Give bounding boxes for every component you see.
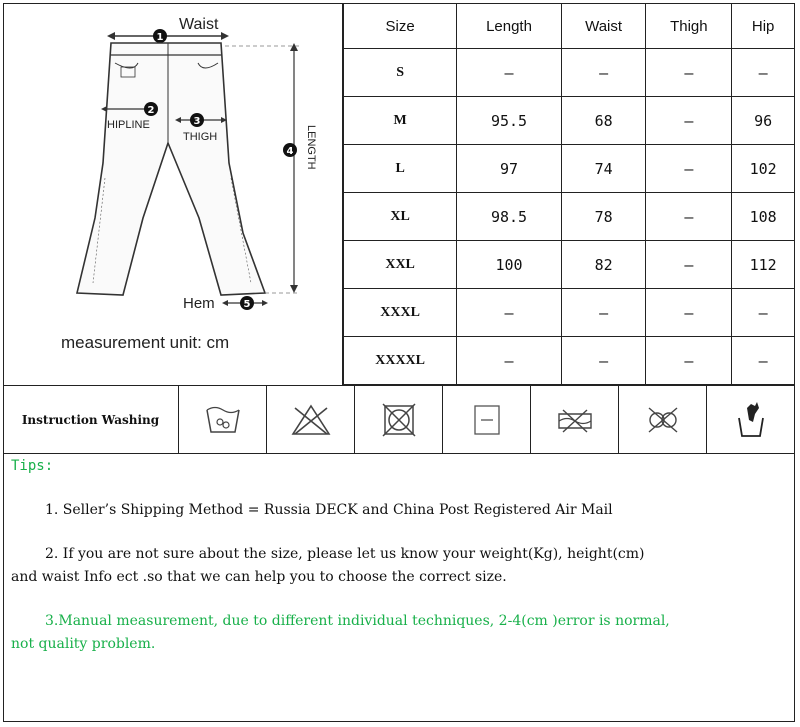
tip-line: and waist Info ect .so that we can help you to choose the correct size. — [11, 569, 507, 585]
table-row — [344, 193, 795, 241]
waist-cell: 74 — [561, 145, 646, 193]
pants-diagram — [3, 3, 343, 385]
hip-cell: 108 — [732, 193, 795, 241]
table-row — [344, 145, 795, 193]
tip-line: 3.Manual measurement, due to different individual techniques, 2-4(cm )error is normal, — [45, 613, 670, 629]
hem-label: Hem — [183, 295, 215, 312]
marker-4: 4 — [286, 146, 294, 157]
tip-shipping — [11, 499, 791, 522]
tip-measurement — [11, 610, 791, 656]
do-not-wring-icon — [531, 386, 619, 453]
size-table — [343, 3, 795, 385]
hand-wash-icon — [179, 386, 267, 453]
waist-cell: — — [561, 49, 646, 97]
tips-section — [3, 454, 795, 722]
length-cell: 100 — [457, 241, 562, 289]
line-dry-icon — [443, 386, 531, 453]
size-cell: XXXL — [344, 289, 457, 337]
size-cell: L — [344, 145, 457, 193]
tip-line: 1. Seller’s Shipping Method = Russia DECK and China Post Registered Air Mail — [45, 502, 613, 518]
measurement-unit: measurement unit: cm — [61, 333, 230, 352]
header-thigh: Thigh — [646, 4, 732, 49]
size-cell: M — [344, 97, 457, 145]
length-label: LENGTH — [305, 125, 317, 170]
marker-2: 2 — [147, 105, 155, 116]
table-row — [344, 49, 795, 97]
header-size: Size — [344, 4, 457, 49]
tip-line: not quality problem. — [11, 636, 156, 652]
tip-size — [11, 543, 791, 589]
header-length: Length — [457, 4, 562, 49]
hip-cell: 102 — [732, 145, 795, 193]
waist-label: Waist — [179, 16, 219, 33]
waist-cell: 78 — [561, 193, 646, 241]
marker-3: 3 — [193, 116, 201, 127]
do-not-bleach-icon — [267, 386, 355, 453]
table-row — [344, 337, 795, 385]
hip-cell: — — [732, 289, 795, 337]
size-cell: XXL — [344, 241, 457, 289]
thigh-cell: — — [646, 241, 732, 289]
size-cell: XXXXL — [344, 337, 457, 385]
thigh-cell: — — [646, 289, 732, 337]
hand-wash-basin-icon — [707, 386, 795, 453]
tip-line: 2. If you are not sure about the size, please let us know your weight(Kg), height(cm) — [45, 546, 645, 562]
hip-cell: 96 — [732, 97, 795, 145]
waist-cell: 82 — [561, 241, 646, 289]
washing-label: Instruction Washing — [3, 386, 179, 453]
tips-title: Tips: — [11, 458, 54, 474]
hip-cell: 112 — [732, 241, 795, 289]
marker-1: 1 — [156, 32, 164, 43]
thigh-cell: — — [646, 49, 732, 97]
header-hip: Hip — [732, 4, 795, 49]
thigh-cell: — — [646, 145, 732, 193]
hipline-label: HIPLINE — [107, 119, 150, 131]
length-cell: 97 — [457, 145, 562, 193]
thigh-cell: — — [646, 193, 732, 241]
header-waist: Waist — [561, 4, 646, 49]
thigh-label: THIGH — [183, 131, 218, 143]
pants-illustration — [3, 3, 343, 333]
waist-cell: — — [561, 289, 646, 337]
length-cell: 95.5 — [457, 97, 562, 145]
length-cell: — — [457, 337, 562, 385]
length-cell: — — [457, 289, 562, 337]
waist-cell: 68 — [561, 97, 646, 145]
hip-cell: — — [732, 337, 795, 385]
washing-instructions-row — [3, 386, 795, 454]
marker-5: 5 — [243, 299, 251, 310]
thigh-cell: — — [646, 337, 732, 385]
length-cell: — — [457, 49, 562, 97]
size-cell: XL — [344, 193, 457, 241]
thigh-cell: — — [646, 97, 732, 145]
length-cell: 98.5 — [457, 193, 562, 241]
size-cell: S — [344, 49, 457, 97]
do-not-tumble-dry-icon — [355, 386, 443, 453]
do-not-dry-clean-icon — [619, 386, 707, 453]
table-header-row — [344, 4, 795, 49]
size-chart-section — [3, 3, 795, 386]
waist-cell: — — [561, 337, 646, 385]
table-row — [344, 289, 795, 337]
hip-cell: — — [732, 49, 795, 97]
table-row — [344, 97, 795, 145]
table-row — [344, 241, 795, 289]
